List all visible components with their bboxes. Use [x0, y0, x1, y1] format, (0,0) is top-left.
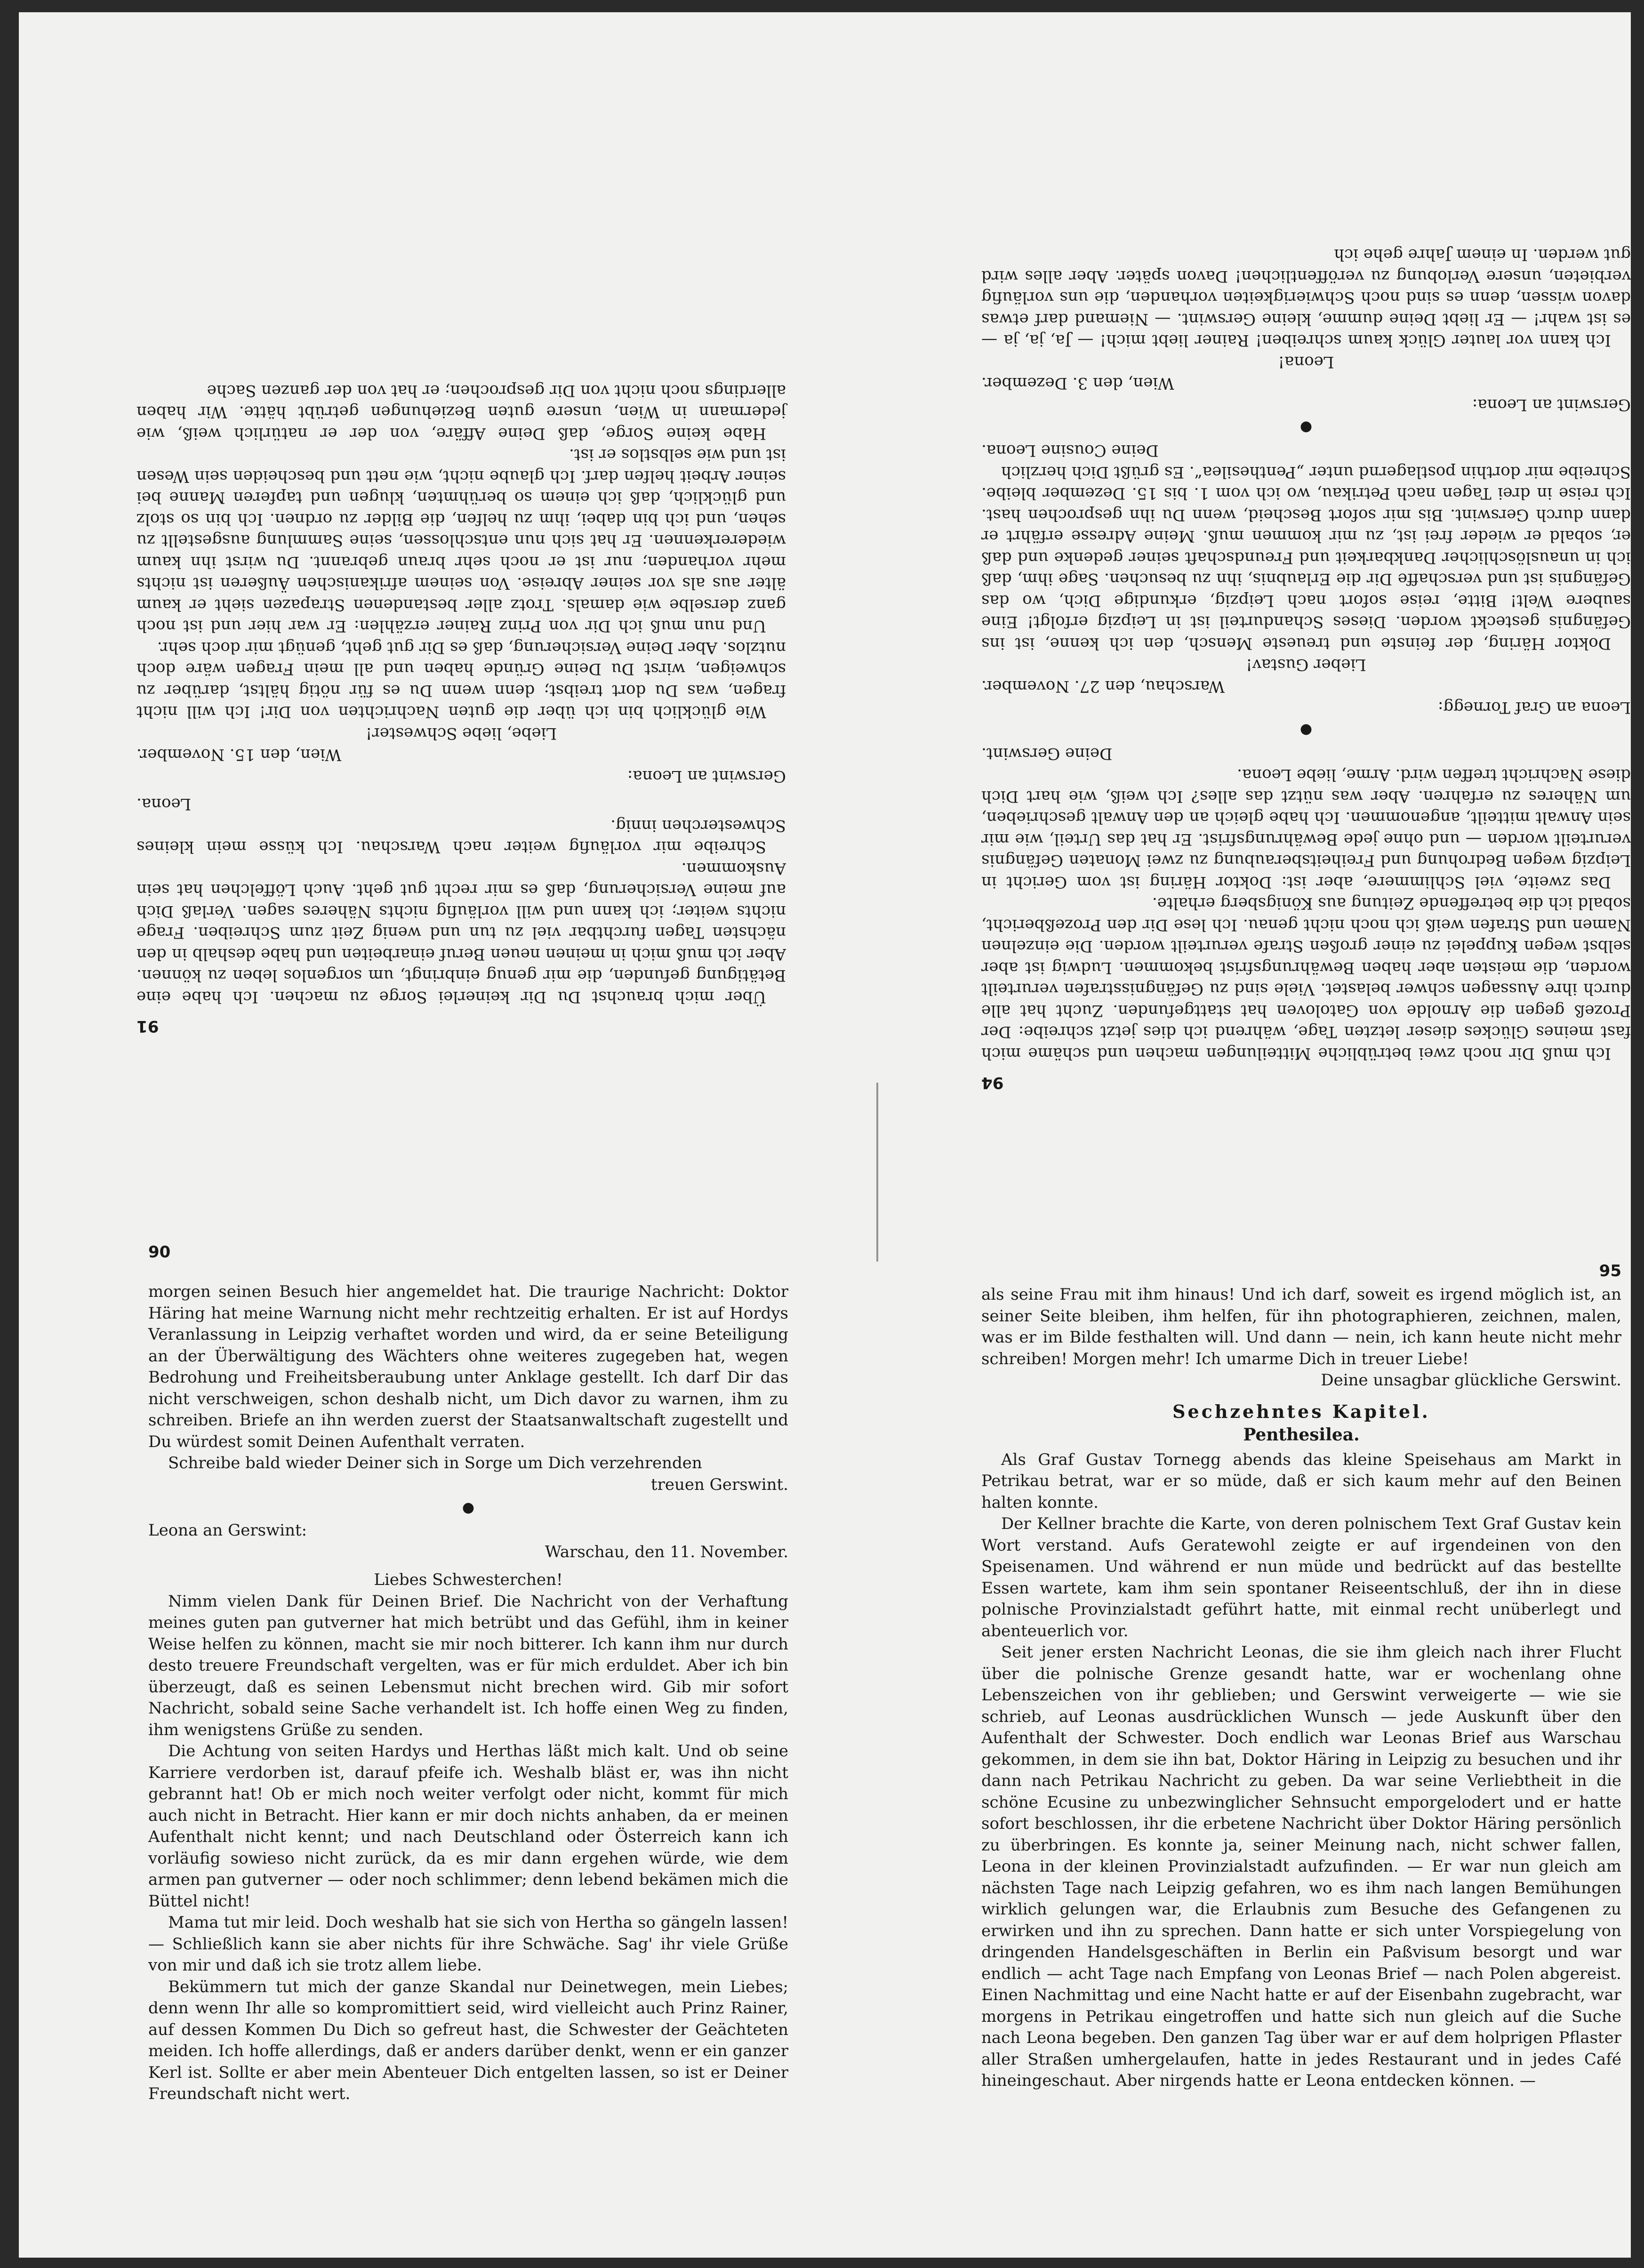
paragraph: Schreibe mir vorläufig weiter nach Warschau. Ich küsse mein kleines Schwesterchen innig.	[136, 816, 786, 857]
letter-header: Gerswint an Leona:	[1472, 395, 1631, 414]
paragraph: Bekümmern tut mich der ganze Skandal nur Deinetwegen, mein Liebes; denn wenn Ihr alle so kompromittiert seid, wird vielleicht auch Prinz Rainer, auf dessen Kommen Du Dich so gefreut hast, die Schwester der Geächteten meiden. Ich hoffe allerdings, daß er anders darüber denkt, wenn er ein ganzer Kerl ist. Sollte er aber mein Abenteuer Dich entgelten lassen, so ist er Deiner Freundschaft nicht wert.	[148, 1977, 788, 2103]
paragraph: Ich kann vor lauter Glück kaum schreiben! Rainer liebt mich! — Ja, ja, ja — es ist wahr! — Er liebt Deine dumme, kleine Gerswint. — Niemand darf etwas davon wissen, denn es sind noch Schwierigkeiten vorhanden, die uns vorläufig verbieten, unsere Verlobung zu veröffentlichen! Davon später. Aber alles wird gut werden. In einem Jahre gehe ich	[981, 245, 1631, 350]
page-90	[148, 1243, 788, 2103]
signature: Deine Gerswint.	[981, 744, 1113, 763]
page-number: 90	[148, 1243, 171, 1262]
paragraph: Das zweite, viel Schlimmere, aber ist: Doktor Häring ist vom Gericht in Leipzig wegen Bedrohung und Freiheitsberaubung zu zwei Monaten Gefängnis verurteilt worden — und ohne jede Bewährungsfrist. Er hat das Urteil, wie mir sein Anwalt mitteilt, angenommen. Ich habe gleich an den Anwalt geschrieben, um Näheres zu erfahren. Aber was nützt das alles? Ich weiß, wie hart Dich diese Nachricht treffen wird. Arme, liebe Leona.	[981, 765, 1631, 892]
scan-border-right	[1631, 0, 1644, 2268]
signature: treuen Gerswint.	[650, 1475, 788, 1494]
signature: Deine Cousine Leona.	[981, 441, 1159, 460]
paragraph: als seine Frau mit ihm hinaus! Und ich darf, soweit es irgend möglich ist, an seiner Seite bleiben, ihm helfen, für ihn photographieren, zeichnen, malen, was er im Bilde festhalten will. Und dann — nein, ich kann heute nicht mehr schreiben! Morgen mehr! Ich umarme Dich in treuer Liebe!	[981, 1285, 1621, 1368]
salutation: Lieber Gustav!	[1246, 655, 1366, 675]
salutation: Liebe, liebe Schwester!	[365, 724, 557, 743]
paragraph: Schreibe bald wieder Deiner sich in Sorge um Dich verzehrenden	[168, 1454, 702, 1472]
scan-border-left	[0, 0, 19, 2268]
chapter-subtitle: Penthesilea.	[1243, 1424, 1360, 1445]
paragraph: Nimm vielen Dank für Deinen Brief. Die Nachricht von der Verhaftung meines guten pan gutverner hat mich betrübt und das Gefühl, ihm in keiner Weise helfen zu können, macht sie mir noch bitterer. Ich kann ihm nur durch desto treuere Freundschaft vergelten, was er für mich erduldet. Aber ich bin überzeugt, daß es seinen Lebensmut nicht brechen wird. Gib mir sofort Nachricht, sobald seine Sache verhandelt ist. Ich hoffe einen Weg zu finden, ihm wenigstens Grüße zu senden.	[148, 1592, 788, 1739]
dateline: Wien, den 3. Dezember.	[981, 374, 1174, 393]
paragraph: Und nun muß ich Dir von Prinz Rainer erzählen: Er war hier und ist noch ganz derselbe wie damals. Trotz aller bestandenen Strapazen sieht er kaum älter aus als vor seiner Abreise. Von seinem afrikanischen Äußeren ist nichts mehr vorhanden; nur ist er noch sehr braun gebrannt. Du wirst ihn kaum wiedererkennen. Er hat sich nun entschlossen, seine Sammlung ausgestellt zu sehen, und ich bin dabei, ihm zu helfen, die Bilder zu ordnen. Ich bin so stolz und glücklich, daß ich einem so berühmten, klugen und tapferen Manne bei seiner Arbeit helfen darf. Ich glaube nicht, wie nett und bescheiden sein Wesen ist und wie selbstlos er ist.	[136, 445, 786, 636]
dateline: Warschau, den 11. November.	[545, 1542, 788, 1561]
page-94-upside-down	[981, 151, 1631, 1092]
chapter-title: Sechzehntes Kapitel.	[1172, 1400, 1430, 1422]
letter-header: Leona an Gerswint:	[148, 1521, 307, 1540]
letter-header: Gerswint an Leona:	[627, 767, 786, 786]
page-95	[981, 1262, 1621, 2137]
page-number: 94	[981, 1073, 1004, 1092]
salutation: Liebes Schwesterchen!	[374, 1570, 563, 1589]
separator-mark: ●	[1299, 419, 1313, 436]
signature: Deine unsagbar glückliche Gerswint.	[1321, 1371, 1621, 1390]
separator-mark: ●	[462, 1499, 475, 1516]
letter-header: Leona an Graf Tornegg:	[1438, 698, 1631, 717]
paragraph: Doktor Häring, der feinste und treueste Mensch, den ich kenne, ist ins Gefängnis gesteckt worden. Dieses Schandurteil ist in Leipzig erfolgt! Eine saubere Welt! Bitte, reise sofort nach Leipzig, erkundige Dich, wo das Gefängnis ist und verschaffe Dir die Erlaubnis, ihn zu besuchen. Sage ihm, daß ich in unauslöschlicher Dankbarkeit und Freundschaft seiner gedenke und daß er, sobald er wieder frei ist, zu mir kommen muß. Meine Adresse erfährt er dann durch Gerswint. Bis mir sofort Bescheid, wenn Du ihn gesprochen hast. Ich reise in drei Tagen nach Petrikau, wo ich vom 1. bis 15. Dezember bleibe. Schreibe mir dorthin postlagernd unter „Penthesilea“. Es grüßt Dich herzlich	[981, 463, 1631, 653]
separator-mark: ●	[1299, 722, 1313, 739]
paragraph: Über mich brauchst Du Dir keinerlei Sorge zu machen. Ich habe eine Betätigung gefunden, die mir genug einbringt, um sorgenlos leben zu können. Aber ich muß mich in meinen neuen Beruf einarbeiten und habe deshalb in den nächsten Tagen furchtbar viel zu tun und wenig Zeit zum Schreiben. Frage nichts weiter; ich kann und will vorläufig nichts Näheres sagen. Verlaß Dich auf meine Versicherung, daß es mir recht gut geht. Auch Löffelchen hat sein Auskommen.	[136, 859, 786, 1006]
dateline: Wien, den 15. November.	[136, 745, 342, 764]
scan-border-bottom	[0, 2258, 1644, 2268]
paragraph: morgen seinen Besuch hier angemeldet hat. Die traurige Nachricht: Doktor Häring hat meine Warnung nicht mehr rechtzeitig erhalten. Er ist auf Hordys Veranlassung in Leipzig verhaftet worden und wird, da er seine Beteiligung an der Überwältigung des Wächters ohne weiteres zugegeben hat, wegen Bedrohung und Freiheitsberaubung unter Anklage gestellt. Ich darf Dir das nicht verschweigen, schon deshalb nicht, um Dich davor zu warnen, ihm zu schreiben. Briefe an ihn werden zuerst der Staatsanwaltschaft zugestellt und Du würdest somit Deinen Aufenthalt verraten.	[148, 1282, 788, 1451]
page-number: 95	[1599, 1262, 1621, 1280]
dateline: Warschau, den 27. November.	[981, 677, 1225, 696]
page-gutter	[876, 1083, 878, 1262]
paragraph: Mama tut mir leid. Doch weshalb hat sie sich von Hertha so gängeln lassen! — Schließlich kann sie aber nichts für ihre Schwäche. Sag' ihr viele Grüße von mir und daß ich sie trotz allem liebe.	[148, 1913, 788, 1975]
paragraph: Wie glücklich bin ich über die guten Nachrichten von Dir! Ich will nicht fragen, was Du dort treibst; denn wenn Du es für nötig hältst, darüber zu schweigen, wirst Du Deine Gründe haben und all mein Fragen wäre doch nutzlos. Aber Deine Versicherung, daß es Dir gut geht, genügt mir doch sehr.	[136, 638, 786, 722]
page-91-upside-down	[136, 151, 786, 1036]
signature: Leona.	[136, 795, 192, 814]
paragraph: Als Graf Gustav Tornegg abends das kleine Speisehaus am Markt in Petrikau betrat, war er so müde, daß er sich kaum mehr auf den Beinen halten konnte.	[981, 1450, 1621, 1512]
scan-border-top	[0, 0, 1644, 12]
paragraph: Seit jener ersten Nachricht Leonas, die sie ihm gleich nach ihrer Flucht über die polnische Grenze gesandt hatte, war er wochenlang ohne Lebenszeichen von ihr geblieben; und Gerswint verweigerte — wie sie schrieb, auf Leonas ausdrücklichen Wunsch — jede Auskunft über den Aufenthalt der Schwester. Doch endlich war Leonas Brief aus Warschau gekommen, in dem sie ihn bat, Doktor Häring in Leipzig zu besuchen und ihr dann nach Petrikau Nachricht zu geben. Da war seine Verliebtheit in die schöne Ecusine zu unbezwinglicher Sehnsucht emporgelodert und er hatte sofort beschlossen, ihr die erbetene Nachricht über Doktor Häring persönlich zu überbringen. Es konnte ja, seiner Meinung nach, nicht schwer fallen, Leona in der kleinen Provinzialstadt aufzufinden. — Er war nun gleich am nächsten Tage nach Leipzig gefahren, wo es ihm nach langen Bemühungen wirklich gelungen war, die Erlaubnis zum Besuche des Gefangenen zu erwirken und ihn zu sprechen. Dann hatte er sich unter Vorspiegelung von dringenden Handelsgeschäften in Berlin ein Paßvisum besorgt und war endlich — acht Tage nach Empfang von Leonas Brief — nach Polen abgereist. Einen Nachmittag und eine Nacht hatte er auf der Eisenbahn zugebracht, war morgens in Petrikau eingetroffen und hatte sich nun gleich auf die Suche nach Leona begeben. Den ganzen Tag über war er auf dem holprigen Pflaster aller Straßen umhergelaufen, hatte in jedes Restaurant und in jedes Café hineingeschaut. Aber nirgends hatte er Leona entdecken können. —	[981, 1643, 1621, 2090]
paragraph: Habe keine Sorge, daß Deine Affäre, von der er natürlich weiß, wie jedermann in Wien, unsere guten Beziehungen getrübt hätte. Wir haben allerdings noch nicht von Dir gesprochen; er hat von der ganzen Sache	[136, 381, 786, 443]
paragraph: Ich muß Dir noch zwei betrübliche Mitteilungen machen und schäme mich fast meines Glückes dieser letzten Tage, während ich dies jetzt schreibe: Der Prozeß gegen die Arnolde von Gatoloven hat stattgefunden. Zucht hat alle durch ihre Aussagen schwer belastet. Viele sind zu Gefängnisstrafen verurteilt worden, die meisten aber haben Bewährungsfrist bekommen. Ludwig ist aber selbst wegen Kuppelei zu einer großen Strafe verurteilt worden. Die einzelnen Namen und Strafen weiß ich noch nicht genau. Ich lese Dir den Prozeßbericht, sobald ich die betreffende Zeitung aus Königsberg erhalte.	[981, 894, 1631, 1063]
paragraph: Der Kellner brachte die Karte, von deren polnischem Text Graf Gustav kein Wort verstand. Aufs Geratewohl zeigte er auf irgendeinen von den Speisenamen. Und während er nun müde und bedrückt auf das bestellte Essen wartete, kam ihm sein spontaner Reiseentschluß, der ihn in diese polnische Provinzialstadt geführt hatte, mit einmal recht unüberlegt und abenteuerlich vor.	[981, 1514, 1621, 1641]
page-number: 91	[136, 1017, 159, 1036]
paragraph: Die Achtung von seiten Hardys und Herthas läßt mich kalt. Und ob seine Karriere verdorben ist, darauf pfeife ich. Weshalb bläst er, was ihn nicht gebrannt hat! Ob er mich noch weiter verfolgt oder nicht, kommt für mich auch nicht in Betracht. Hier kann er mir doch nichts anhaben, da er meinen Aufenthalt nicht kennt; und nach Deutschland oder Österreich kann ich vorläufig sowieso nicht zurück, da es mir dann ergehen würde, wie dem armen pan gutverner — oder noch schlimmer; denn lebend bekämen mich die Büttel nicht!	[148, 1742, 788, 1911]
salutation: Leona!	[1278, 353, 1334, 371]
